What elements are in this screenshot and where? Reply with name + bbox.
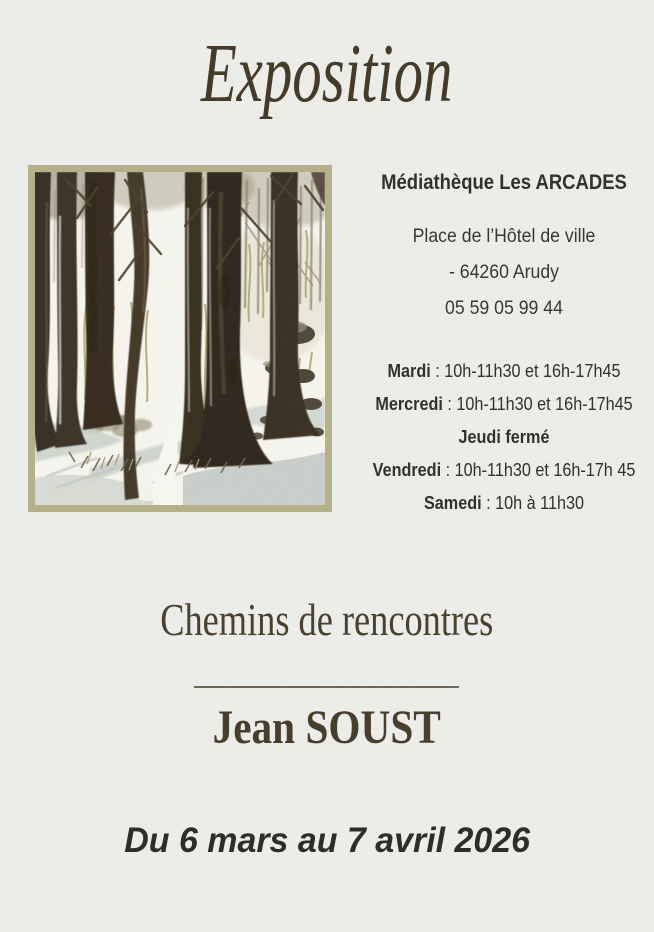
- artwork-frame: [28, 165, 332, 512]
- venue-info: [354, 0, 654, 560]
- winter-forest-watercolor-image: [35, 172, 325, 505]
- hours-times: : 10h-11h30 et 16h-17h45: [430, 361, 621, 381]
- hours-row-mardi: [369, 361, 639, 382]
- venue-name: Médiathèque Les ARCADES: [381, 171, 627, 194]
- exhibition-dates: [0, 823, 654, 858]
- hours-day: Mardi: [387, 361, 431, 381]
- artist-name-text: Jean SOUST: [212, 701, 442, 754]
- hours-row-jeudi: [369, 427, 639, 448]
- hours-day: Jeudi fermé: [458, 427, 550, 447]
- hours-row-vendredi: [369, 460, 639, 481]
- artist-name: [0, 701, 654, 754]
- venue-address-line2: - 64260 Arudy: [448, 262, 560, 283]
- exhibition-title: [0, 594, 654, 645]
- exhibition-title-text: Chemins de rencontres: [160, 594, 494, 645]
- venue-address-line1: Place de l’Hôtel de ville: [412, 226, 596, 247]
- exhibition-dates-text: Du 6 mars au 7 avril 2026: [124, 821, 530, 860]
- hours-row-mercredi: [369, 394, 639, 415]
- hours-times: : 10h-11h30 et 16h-17h45: [442, 394, 633, 414]
- hours-day: Vendredi: [372, 460, 442, 480]
- hours-day: Samedi: [423, 493, 482, 513]
- hours-times: : 10h à 11h30: [481, 493, 585, 513]
- venue-phone: 05 59 05 99 44: [445, 298, 563, 319]
- hours-row-samedi: [369, 493, 639, 514]
- divider-line: [194, 686, 459, 688]
- page-title-text: Exposition: [201, 27, 453, 120]
- hours-times: : 10h-11h30 et 16h-17h 45: [441, 460, 636, 480]
- hours-day: Mercredi: [375, 394, 443, 414]
